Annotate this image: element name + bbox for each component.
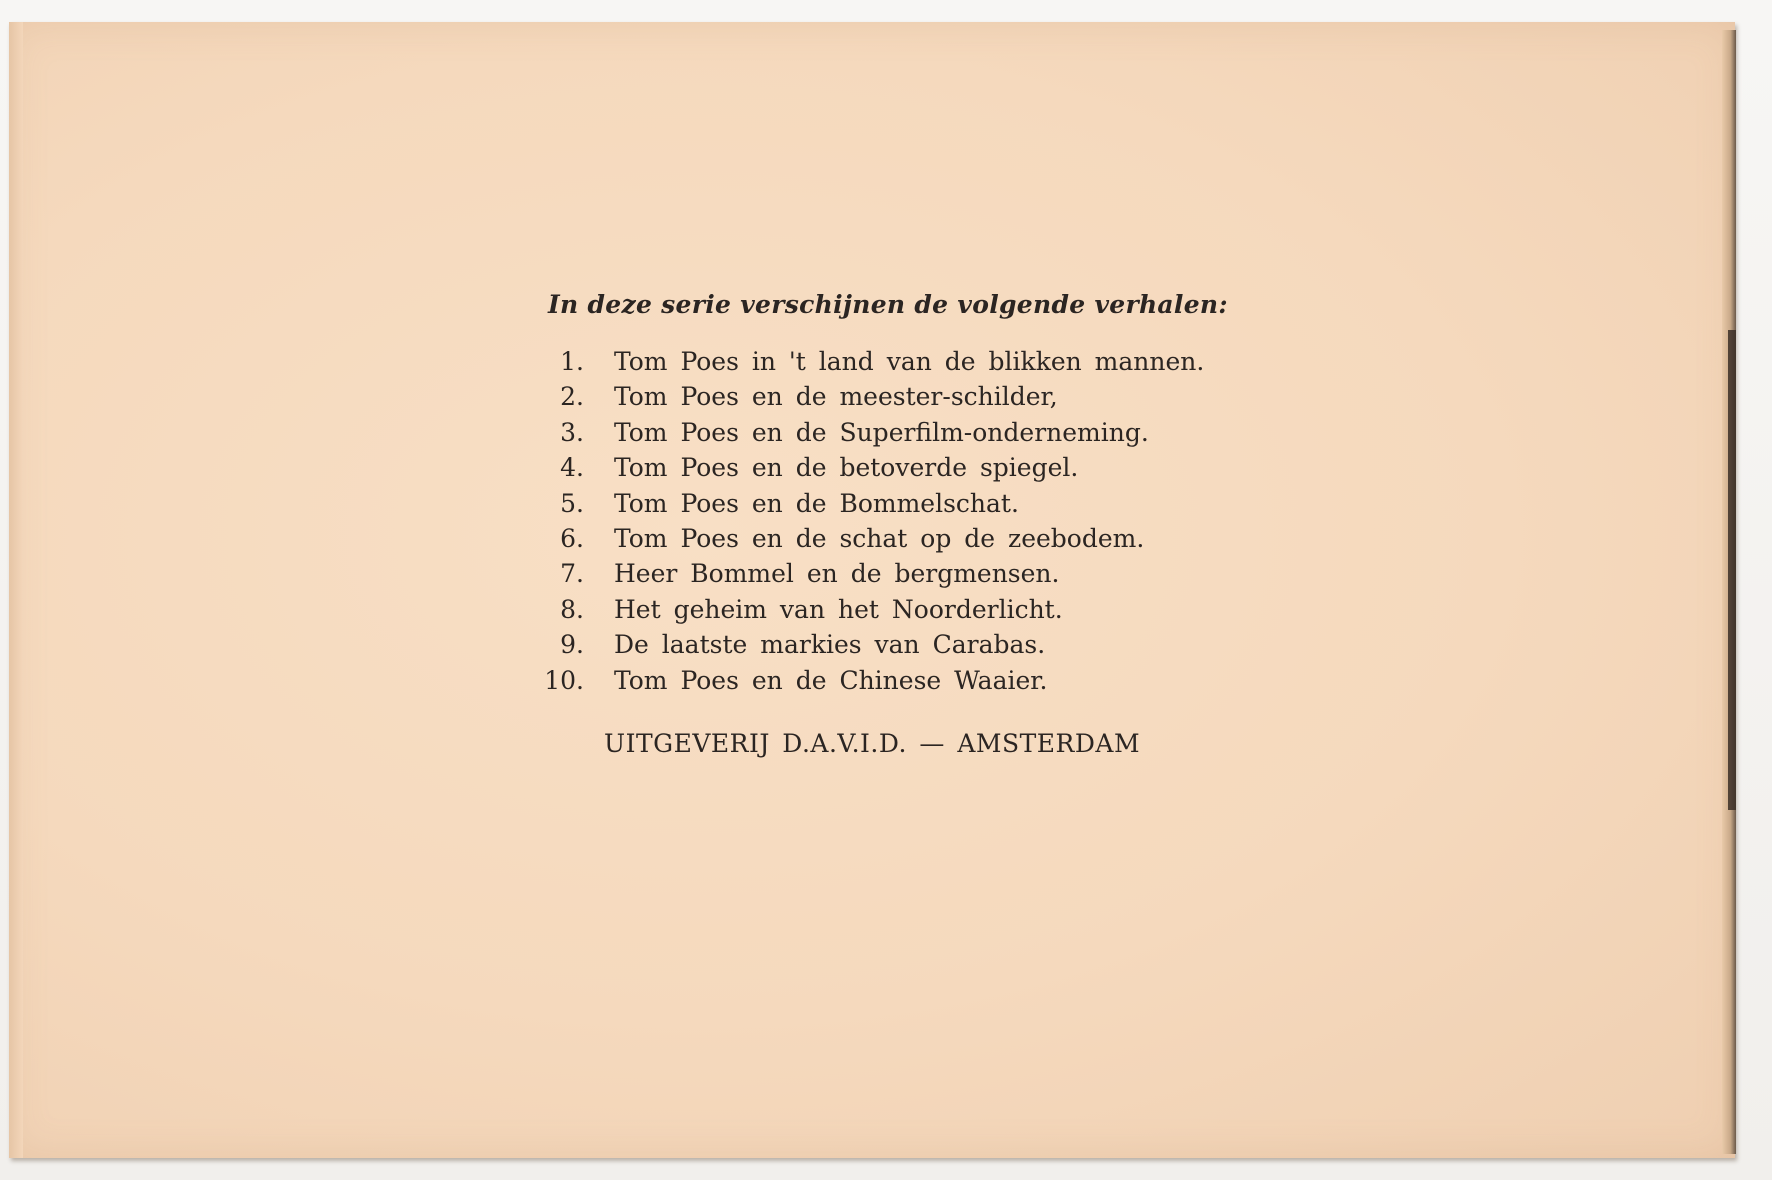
story-list <box>540 347 1240 701</box>
series-listing <box>540 290 1240 758</box>
story-number: 4. <box>560 453 584 483</box>
story-title: Tom Poes in 't land van de blikken mannen. <box>614 347 1205 376</box>
story-number: 6. <box>560 523 584 553</box>
list-item <box>540 453 1240 488</box>
list-item <box>540 382 1240 417</box>
story-title: Tom Poes en de Superfilm-onderneming. <box>614 417 1149 447</box>
story-title: De laatste markies van Carabas. <box>614 630 1046 660</box>
story-number: 2. <box>560 382 584 412</box>
story-number: 9. <box>560 630 584 660</box>
list-item <box>540 347 1240 382</box>
story-title: Tom Poes en de schat op de zeebodem. <box>614 523 1145 553</box>
series-heading: In deze serie verschijnen de volgende verhalen: <box>548 290 1228 319</box>
story-title: Heer Bommel en de bergmensen. <box>614 559 1060 589</box>
list-item <box>540 630 1240 665</box>
binding-shadow <box>1728 330 1736 810</box>
list-item <box>540 489 1240 524</box>
list-item <box>540 666 1240 701</box>
story-title: Tom Poes en de meester-schilder, <box>614 382 1058 412</box>
story-number: 7. <box>560 559 584 589</box>
story-title: Tom Poes en de Bommelschat. <box>614 488 1019 518</box>
story-number: 10. <box>544 665 584 695</box>
story-title: Het geheim van het Noorderlicht. <box>614 594 1063 624</box>
story-number: 8. <box>560 594 584 624</box>
list-item <box>540 595 1240 630</box>
list-item <box>540 418 1240 453</box>
story-number: 3. <box>560 417 584 447</box>
story-number: 5. <box>560 488 584 518</box>
list-item <box>540 559 1240 594</box>
story-number: 1. <box>560 347 584 376</box>
publisher-imprint: UITGEVERIJ D.A.V.I.D. — AMSTERDAM <box>604 728 1141 758</box>
list-item <box>540 524 1240 559</box>
story-title: Tom Poes en de Chinese Waaier. <box>614 665 1048 695</box>
story-title: Tom Poes en de betoverde spiegel. <box>614 453 1079 483</box>
cover-left-edge <box>9 22 23 1158</box>
